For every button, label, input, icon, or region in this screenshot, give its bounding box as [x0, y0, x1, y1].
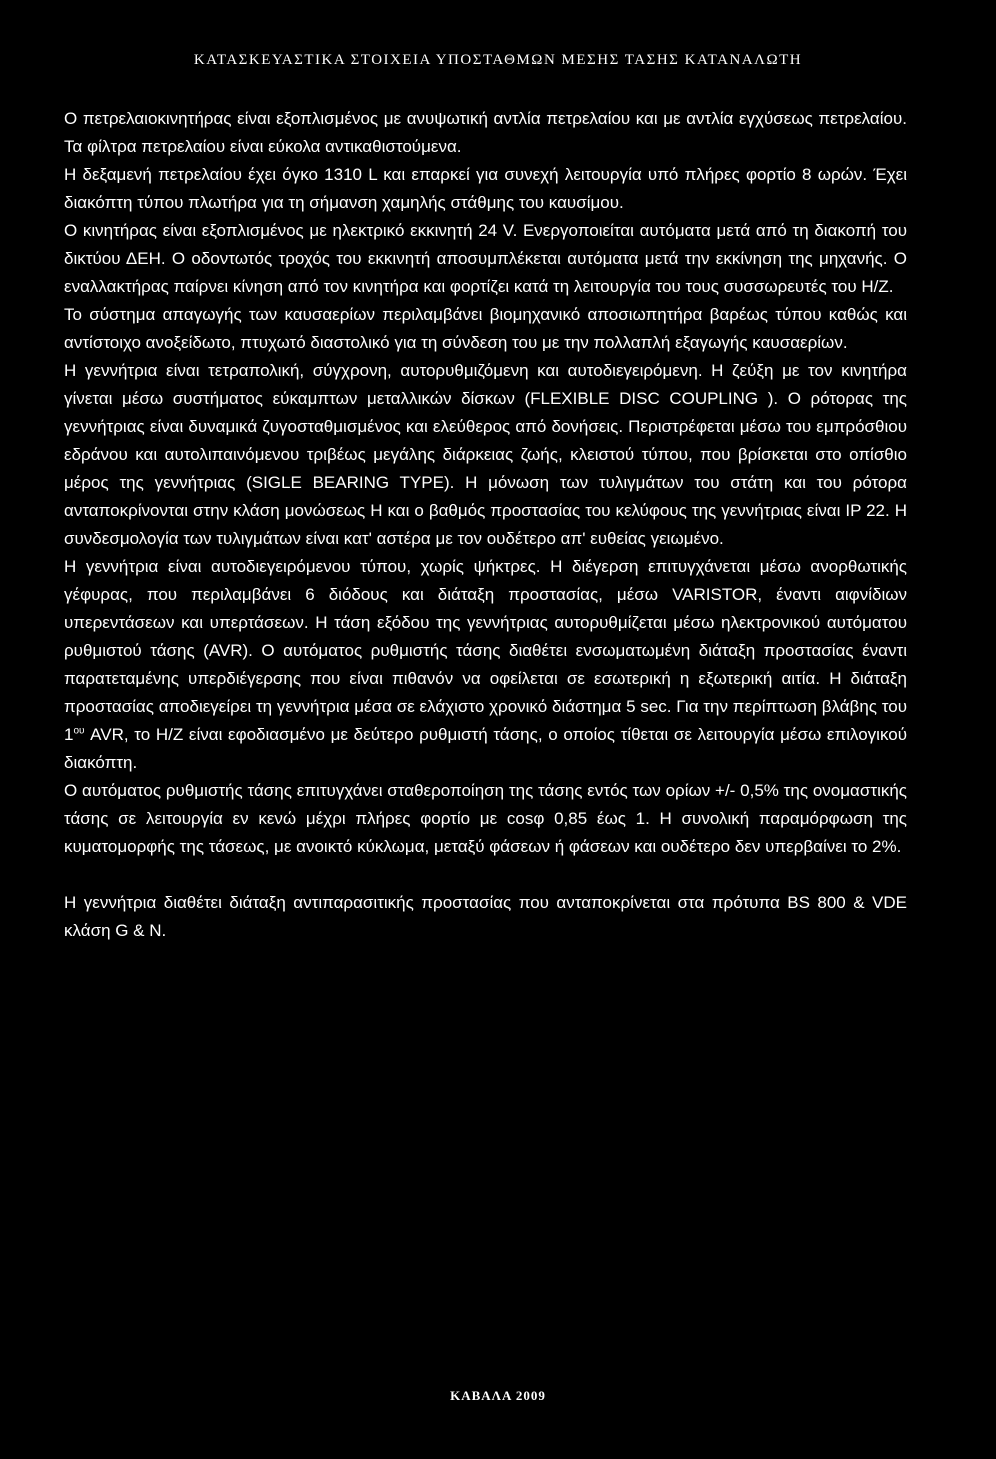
paragraph-starter: Ο κινητήρας είναι εξοπλισμένος με ηλεκτρικό εκκινητή 24 V. Ενεργοποιείται αυτόματα μετά από τη διακοπή του δικτύου ΔΕΗ. Ο οδοντωτός τροχός του εκκινητή αποσυμπλέκεται αυτόματα μετά την εκκίνηση της μηχανής. Ο εναλλακτήρας παίρνει κίνηση από τον κινητήρα και φορτίζει κατά τη λειτουργία του τους συσσωρευτές του Η/Ζ.: [64, 221, 907, 296]
paragraph-interference-protection: Η γεννήτρια διαθέτει διάταξη αντιπαρασιτικής προστασίας που ανταποκρίνεται στα πρότυπα BS 800 & VDE κλάση G & Ν.: [64, 893, 907, 940]
paragraph-fuel-pumps: Ο πετρελαιοκινητήρας είναι εξοπλισμένος με ανυψωτική αντλία πετρελαίου και με αντλία εγχύσεως πετρελαίου. Τα φίλτρα πετρελαίου είναι εύκολα αντικαθιστούμενα.: [64, 109, 907, 156]
paragraph-excitation: [64, 553, 907, 777]
ordinal-superscript: ου: [73, 725, 85, 737]
paragraph-excitation-tail: AVR, το Η/Ζ είναι εφοδιασμένο με δεύτερο ρυθμιστή τάσης, ο οποίος τίθεται σε λειτουργία μέσω επιλογικού διακόπτη.: [64, 725, 907, 772]
paragraph-voltage-regulation: Ο αυτόματος ρυθμιστής τάσης επιτυγχάνει σταθεροποίηση της τάσης εντός των ορίων +/- 0,5% της ονομαστικής τάσης σε λειτουργία εν κενώ μέχρι πλήρες φορτίο με cosφ 0,85 έως 1. Η συνολική παραμόρφωση της κυματομορφής της τάσεως, με ανοικτό κύκλωμα, μεταξύ φάσεων ή φάσεων και ουδέτερο δεν υπερβαίνει το 2%.: [64, 781, 907, 856]
paragraph-excitation-text: Η γεννήτρια είναι αυτοδιεγειρόμενου τύπου, χωρίς ψήκτρες. Η διέγερση επιτυγχάνεται μέσω ανορθωτικής γέφυρας, που περιλαμβάνει 6 διόδους και διάταξη προστασίας, μέσω VARISTOR, έναντι αιφνίδιων υπερεντάσεων και υπερτάσεων. Η τάση εξόδου της γεννήτριας αυτορυθμίζεται μέσω ηλεκτρονικού αυτόματου ρυθμιστού τάσης (AVR). Ο αυτόματος ρυθμιστής τάσης διαθέτει ενσωματωμένη διάταξη προστασίας έναντι παρατεταμένης υπερδιέγερσης που είναι πιθανόν να οφείλεται σε εσωτερική η εξωτερική αιτία. Η διάταξη προστασίας αποδιεγείρει τη γεννήτρια μέσα σε ελάχιστο χρονικό διάστημα 5 sec. Για την περίπτωση βλάβης του 1: [64, 557, 907, 744]
document-body: [64, 105, 907, 945]
paragraph-exhaust: Το σύστημα απαγωγής των καυσαερίων περιλαμβάνει βιομηχανικό αποσιωπητήρα βαρέως τύπου καθώς και αντίστοιχο ανοξείδωτο, πτυχωτό διαστολικό για τη σύνδεση του με την πολλαπλή εξαγωγής καυσαερίων.: [64, 305, 907, 352]
paragraph-generator: Η γεννήτρια είναι τετραπολική, σύγχρονη, αυτορυθμιζόμενη και αυτοδιεγειρόμενη. Η ζεύξη με τον κινητήρα γίνεται μέσω συστήματος εύκαμπτων μεταλλικών δίσκων (FLEXIBLE DISC COUPLING ). Ο ρότορας της γεννήτριας είναι δυναμικά ζυγοσταθμισμένος και ελεύθερος από δονήσεις. Περιστρέφεται μέσω του εμπρόσθιου εδράνου και αυτολιπαινόμενου τριβέως μεγάλης διάρκειας ζωής, κλειστού τύπου, που βρίσκεται στο οπίσθιο μέρος της γεννήτριας (SIGLE BEARING TYPE). Η μόνωση των τυλιγμάτων του στάτη και του ρότορα ανταποκρίνονται στην κλάση μονώσεως Η και ο βαθμός προστασίας του κελύφους της γεννήτριας είναι IP 22. Η συνδεσμολογία των τυλιγμάτων είναι κατ' αστέρα με τον ουδέτερο απ' ευθείας γειωμένο.: [64, 361, 907, 548]
page-header: ΚΑΤΑΣΚΕΥΑΣΤΙΚΑ ΣΤΟΙΧΕΙΑ ΥΠΟΣΤΑΘΜΩΝ ΜΕΣΗΣ ΤΑΣΗΣ ΚΑΤΑΝΑΛΩΤΗ: [193, 52, 803, 68]
page-footer: ΚΑΒΑΛΑ 2009: [450, 1388, 546, 1403]
paragraph-fuel-tank: Η δεξαμενή πετρελαίου έχει όγκο 1310 L και επαρκεί για συνεχή λειτουργία υπό πλήρες φορτίο 8 ωρών. Έχει διακόπτη τύπου πλωτήρα για τη σήμανση χαμηλής στάθμης του καυσίμου.: [64, 165, 907, 212]
